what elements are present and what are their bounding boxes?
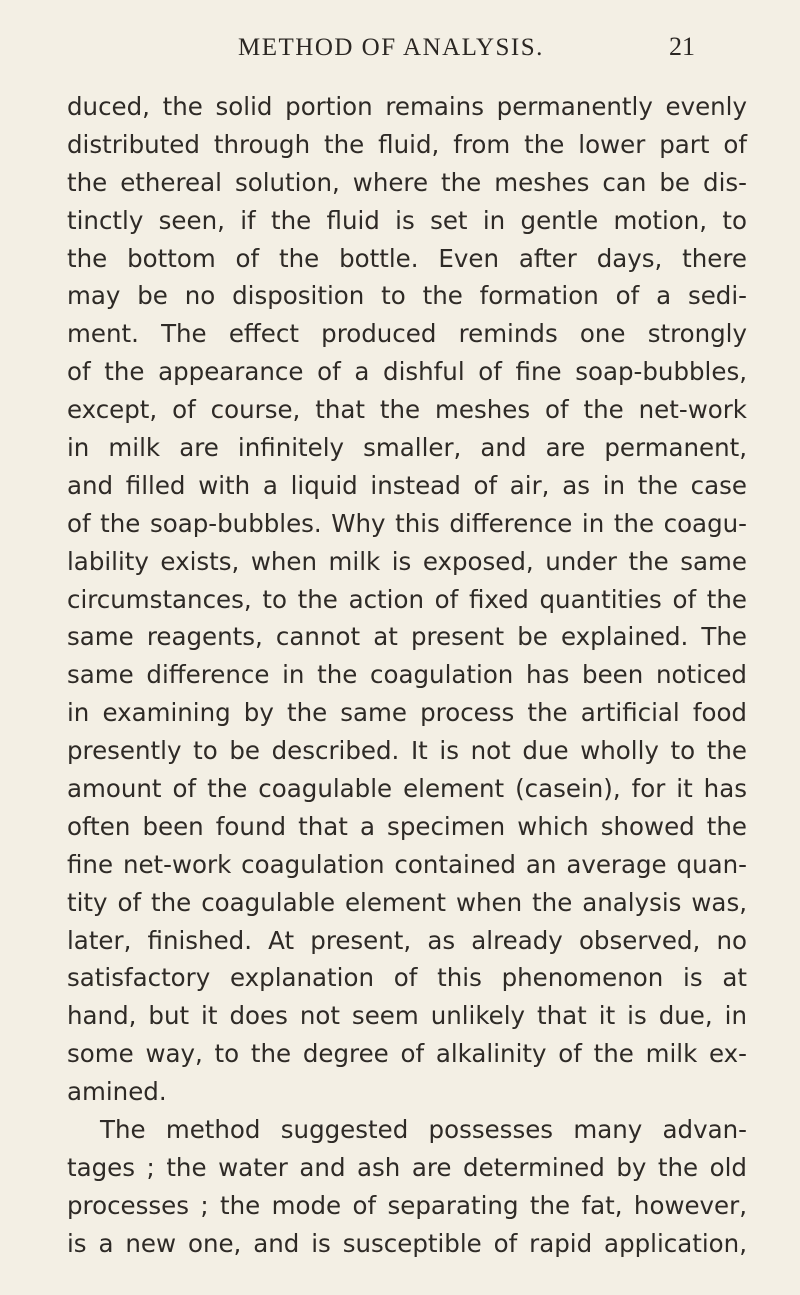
text-line: of the soap-bubbles. Why this difference in the coagu- bbox=[67, 508, 747, 538]
text-line: tity of the coagulable element when the analysis was, bbox=[67, 887, 747, 917]
paragraph-start-line: The method suggested possesses many advan- bbox=[100, 1115, 747, 1145]
text-line: tages ; the water and ash are determined by the old bbox=[67, 1152, 747, 1182]
body-text bbox=[67, 88, 747, 1263]
text-line: fine net-work coagulation contained an average quan- bbox=[67, 849, 747, 879]
text-line: is a new one, and is susceptible of rapid application, bbox=[67, 1228, 747, 1258]
running-head: METHOD OF ANALYSIS. bbox=[238, 34, 544, 61]
paragraph-end-line: amined. bbox=[67, 1077, 167, 1107]
text-line: and filled with a liquid instead of air, as in the case bbox=[67, 470, 747, 500]
text-line: lability exists, when milk is exposed, under the same bbox=[67, 546, 747, 576]
text-line: satisfactory explanation of this phenomenon is at bbox=[67, 963, 747, 993]
text-line: in examining by the same process the artificial food bbox=[67, 698, 747, 728]
text-line: same difference in the coagulation has been noticed bbox=[67, 660, 747, 690]
text-line: of the appearance of a dishful of fine soap-bubbles, bbox=[67, 357, 747, 387]
page-number: 21 bbox=[669, 32, 695, 61]
text-line: the ethereal solution, where the meshes can be dis- bbox=[67, 167, 747, 197]
text-line: distributed through the fluid, from the lower part of bbox=[67, 129, 747, 159]
text-line: duced, the solid portion remains permanently evenly bbox=[67, 92, 747, 121]
text-line: may be no disposition to the formation of a sedi- bbox=[67, 281, 747, 311]
text-line: hand, but it does not seem unlikely that it is due, in bbox=[67, 1001, 747, 1031]
text-line: tinctly seen, if the fluid is set in gentle motion, to bbox=[67, 205, 747, 235]
text-line: the bottom of the bottle. Even after days, there bbox=[67, 243, 747, 273]
text-line: presently to be described. It is not due wholly to the bbox=[67, 736, 747, 766]
text-line: often been found that a specimen which showed the bbox=[67, 811, 747, 841]
text-line: ment. The effect produced reminds one strongly bbox=[67, 319, 747, 349]
text-line: circumstances, to the action of fixed quantities of the bbox=[67, 584, 747, 614]
text-line: except, of course, that the meshes of the net-work bbox=[67, 395, 747, 425]
text-line: processes ; the mode of separating the fat, however, bbox=[67, 1190, 747, 1220]
text-line: amount of the coagulable element (casein), for it has bbox=[67, 774, 747, 804]
text-line: some way, to the degree of alkalinity of the milk ex- bbox=[67, 1039, 747, 1069]
text-line: in milk are infinitely smaller, and are permanent, bbox=[67, 433, 747, 463]
text-line: same reagents, cannot at present be explained. The bbox=[67, 622, 747, 652]
text-line: later, finished. At present, as already observed, no bbox=[67, 925, 747, 955]
